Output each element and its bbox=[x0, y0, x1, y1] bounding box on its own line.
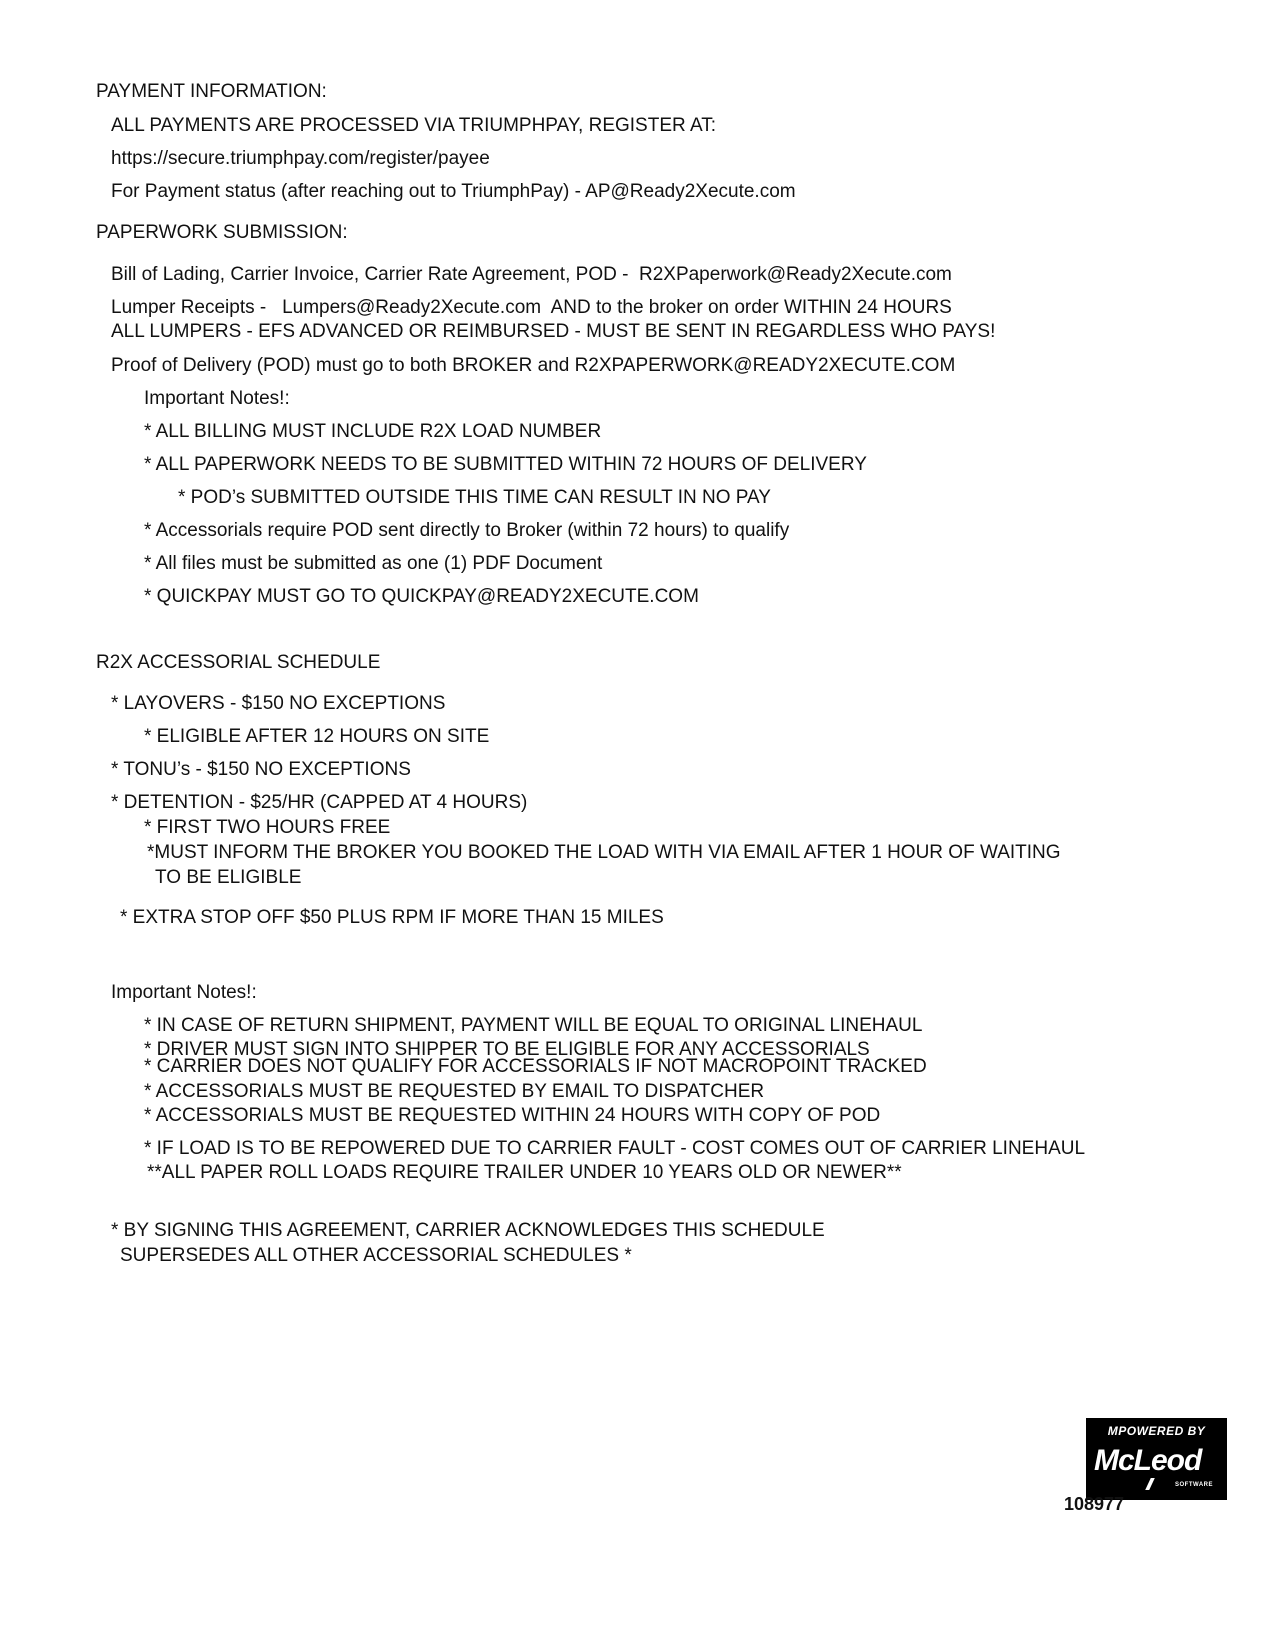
accessorial-detention-sub: * FIRST TWO HOURS FREE bbox=[144, 817, 391, 838]
accessorial-heading: R2X ACCESSORIAL SCHEDULE bbox=[96, 652, 381, 673]
notes2-item: * ACCESSORIALS MUST BE REQUESTED BY EMAIL TO DISPATCHER bbox=[144, 1081, 765, 1102]
paperwork-note: * POD’s SUBMITTED OUTSIDE THIS TIME CAN RESULT IN NO PAY bbox=[178, 487, 771, 508]
payment-register-url[interactable]: https://secure.triumphpay.com/register/payee bbox=[111, 148, 490, 169]
accessorial-layovers-sub: * ELIGIBLE AFTER 12 HOURS ON SITE bbox=[144, 726, 490, 747]
accessorial-detention-sub: *MUST INFORM THE BROKER YOU BOOKED THE LOAD WITH VIA EMAIL AFTER 1 HOUR OF WAITING bbox=[147, 842, 1061, 863]
document-number: 108977 bbox=[1064, 1494, 1125, 1514]
payment-processor-line: ALL PAYMENTS ARE PROCESSED VIA TRIUMPHPAY, REGISTER AT: bbox=[111, 115, 717, 136]
notes2-heading: Important Notes!: bbox=[111, 982, 257, 1003]
accessorial-detention: * DETENTION - $25/HR (CAPPED AT 4 HOURS) bbox=[111, 792, 528, 813]
logo-brand: McLeod bbox=[1094, 1444, 1202, 1477]
paperwork-notes-heading: Important Notes!: bbox=[144, 388, 290, 409]
paperwork-note: * All files must be submitted as one (1) PDF Document bbox=[144, 553, 603, 574]
paperwork-heading: PAPERWORK SUBMISSION: bbox=[96, 222, 348, 243]
paperwork-lumper-line: Lumper Receipts - Lumpers@Ready2Xecute.com AND to the broker on order WITHIN 24 HOURS bbox=[111, 297, 952, 318]
notes2-item: * ACCESSORIALS MUST BE REQUESTED WITHIN 24 HOURS WITH COPY OF POD bbox=[144, 1105, 881, 1126]
payment-status-line: For Payment status (after reaching out to TriumphPay) - AP@Ready2Xecute.com bbox=[111, 181, 796, 202]
paperwork-lumper-all-line: ALL LUMPERS - EFS ADVANCED OR REIMBURSED - MUST BE SENT IN REGARDLESS WHO PAYS! bbox=[111, 321, 996, 342]
accessorial-detention-sub: TO BE ELIGIBLE bbox=[155, 867, 302, 888]
accessorial-extra-stop: * EXTRA STOP OFF $50 PLUS RPM IF MORE THAN 15 MILES bbox=[120, 907, 664, 928]
notes2-item: * IF LOAD IS TO BE REPOWERED DUE TO CARRIER FAULT - COST COMES OUT OF CARRIER LINEHAUL bbox=[144, 1138, 1086, 1159]
paperwork-note: * ALL PAPERWORK NEEDS TO BE SUBMITTED WITHIN 72 HOURS OF DELIVERY bbox=[144, 454, 867, 475]
logo-software: SOFTWARE bbox=[1175, 1482, 1213, 1488]
accessorial-tonu: * TONU’s - $150 NO EXCEPTIONS bbox=[111, 759, 411, 780]
accessorial-layovers: * LAYOVERS - $150 NO EXCEPTIONS bbox=[111, 693, 446, 714]
notes2-item: **ALL PAPER ROLL LOADS REQUIRE TRAILER UNDER 10 YEARS OLD OR NEWER** bbox=[147, 1162, 902, 1183]
paperwork-note: * Accessorials require POD sent directly to Broker (within 72 hours) to qualify bbox=[144, 520, 790, 541]
signing-line-2: SUPERSEDES ALL OTHER ACCESSORIAL SCHEDULES * bbox=[120, 1245, 632, 1266]
paperwork-bol-line: Bill of Lading, Carrier Invoice, Carrier Rate Agreement, POD - R2XPaperwork@Ready2Xecute.com bbox=[111, 264, 952, 285]
logo-powered-by: MPOWERED BY bbox=[1107, 1424, 1206, 1438]
notes2-item: * IN CASE OF RETURN SHIPMENT, PAYMENT WILL BE EQUAL TO ORIGINAL LINEHAUL bbox=[144, 1015, 923, 1036]
signing-line-1: * BY SIGNING THIS AGREEMENT, CARRIER ACKNOWLEDGES THIS SCHEDULE bbox=[111, 1220, 825, 1241]
notes2-item: * CARRIER DOES NOT QUALIFY FOR ACCESSORIALS IF NOT MACROPOINT TRACKED bbox=[144, 1056, 927, 1077]
logo-slash-mark bbox=[1145, 1478, 1155, 1490]
paperwork-note: * ALL BILLING MUST INCLUDE R2X LOAD NUMBER bbox=[144, 421, 602, 442]
mcleod-logo bbox=[1086, 1418, 1227, 1500]
paperwork-note: * QUICKPAY MUST GO TO QUICKPAY@READY2XECUTE.COM bbox=[144, 586, 699, 607]
payment-heading: PAYMENT INFORMATION: bbox=[96, 81, 327, 102]
notes2-item: * DRIVER MUST SIGN INTO SHIPPER TO BE ELIGIBLE FOR ANY ACCESSORIALS bbox=[144, 1039, 870, 1060]
paperwork-pod-line: Proof of Delivery (POD) must go to both BROKER and R2XPAPERWORK@READY2XECUTE.COM bbox=[111, 355, 956, 376]
